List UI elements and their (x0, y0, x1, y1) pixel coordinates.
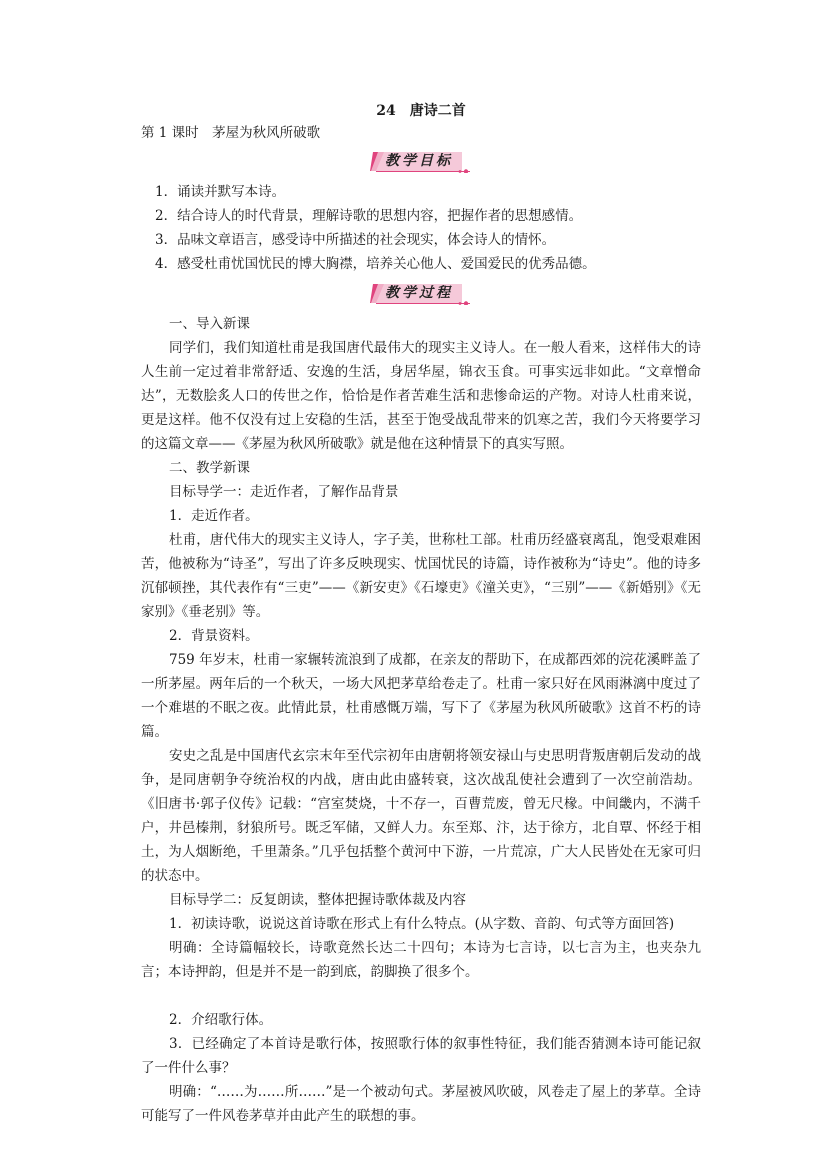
paragraph: 同学们，我们知道杜甫是我国唐代最伟大的现实主义诗人。在一般人看来，这样伟大的诗人生前一定过着非常舒适、安逸的生活，身居华屋，锦衣玉食。可事实远非如此。“文章憎命达”，无数脍炙人口的传世之作，恰恰是作者苦难生活和悲惨命运的产物。对诗人杜甫来说，更是这样。他不仅没有过上安稳的生活，甚至于饱受战乱带来的饥寒之苦，我们今天将要学习的这篇文章——《茅屋为秋风所破歌》就是他在这种情景下的真实写照。 (141, 340, 701, 452)
lesson-subtitle: 第 1 课时 茅屋为秋风所破歌 (141, 125, 321, 141)
section-heading: 一、导入新课 (169, 316, 250, 332)
goals-heading: 教学目标 (385, 153, 453, 169)
item-heading: 2．介绍歌行体。 (169, 1012, 273, 1028)
list-item: 2．结合诗人的时代背景，理解诗歌的思想内容，把握作者的思想感情。 (155, 208, 583, 224)
list-item: 1．诵读并默写本诗。 (155, 184, 286, 200)
goal-heading: 目标导学一：走近作者，了解作品背景 (169, 484, 399, 500)
lesson-title: 24 唐诗二首 (376, 103, 466, 119)
spacer (141, 984, 701, 1008)
item-heading: 1．走近作者。 (169, 508, 259, 524)
process-body (141, 312, 701, 1128)
item-heading: 3．已经确定了本首诗是歌行体，按照歌行体的叙事性特征，我们能否猜测本诗可能记叙了一件什么事？ (141, 1036, 701, 1076)
paragraph: 明确：“……为……所……”是一个被动句式。茅屋被风吹破，风卷走了屋上的茅草。全诗可能写了一件风卷茅草并由此产生的联想的事。 (141, 1084, 701, 1124)
paragraph: 759 年岁末，杜甫一家辗转流浪到了成都，在亲友的帮助下，在成都西郊的浣花溪畔盖了一所茅屋。两年后的一个秋天，一场大风把茅草给卷走了。杜甫一家只好在风雨淋漓中度过了一个难堪的不眠之夜。此情此景，杜甫感慨万端，写下了《茅屋为秋风所破歌》这首不朽的诗篇。 (141, 652, 701, 740)
process-heading: 教学过程 (385, 285, 453, 301)
goals-list (141, 180, 701, 276)
paragraph: 安史之乱是中国唐代玄宗末年至代宗初年由唐朝将领安禄山与史思明背叛唐朝后发动的战争，是同唐朝争夺统治权的内战，唐由此由盛转衰，这次战乱使社会遭到了一次空前浩劫。《旧唐书·郭子仪传》记载：“宫室焚烧，十不存一，百曹荒废，曾无尺椽。中间畿内，不满千户，井邑榛荆，豺狼所号。既乏军储，又鲜人力。东至郑、汴，达于徐方，北自覃、怀经于相土，为人烟断绝，千里萧条。”几乎包括整个黄河中下游，一片荒凉，广大人民皆处在无家可归的状态中。 (141, 748, 701, 884)
process-banner (141, 279, 701, 309)
list-item: 3．品味文章语言，感受诗中所描述的社会现实，体会诗人的情怀。 (155, 232, 556, 248)
list-item: 4．感受杜甫忧国忧民的博大胸襟，培养关心他人、爱国爱民的优秀品德。 (155, 256, 596, 272)
paragraph: 明确：全诗篇幅较长，诗歌竟然长达二十四句；本诗为七言诗，以七言为主，也夹杂九言；本诗押韵，但是并不是一韵到底，韵脚换了很多个。 (141, 940, 701, 980)
item-heading: 1．初读诗歌，说说这首诗歌在形式上有什么特点。(从字数、音韵、句式等方面回答) (169, 916, 675, 932)
goal-heading: 目标导学二：反复朗读，整体把握诗歌体裁及内容 (169, 892, 466, 908)
document-page (141, 100, 701, 1128)
item-heading: 2．背景资料。 (169, 628, 259, 644)
goals-banner (141, 147, 701, 177)
section-heading: 二、教学新课 (169, 460, 250, 476)
paragraph: 杜甫，唐代伟大的现实主义诗人，字子美，世称杜工部。杜甫历经盛衰离乱，饱受艰难困苦，他被称为“诗圣”，写出了许多反映现实、忧国忧民的诗篇，诗作被称为“诗史”。他的诗多沉郁顿挫，其代表作有“三吏”——《新安吏》《石壕吏》《潼关吏》，“三别”——《新婚别》《无家别》《垂老别》等。 (141, 532, 701, 620)
